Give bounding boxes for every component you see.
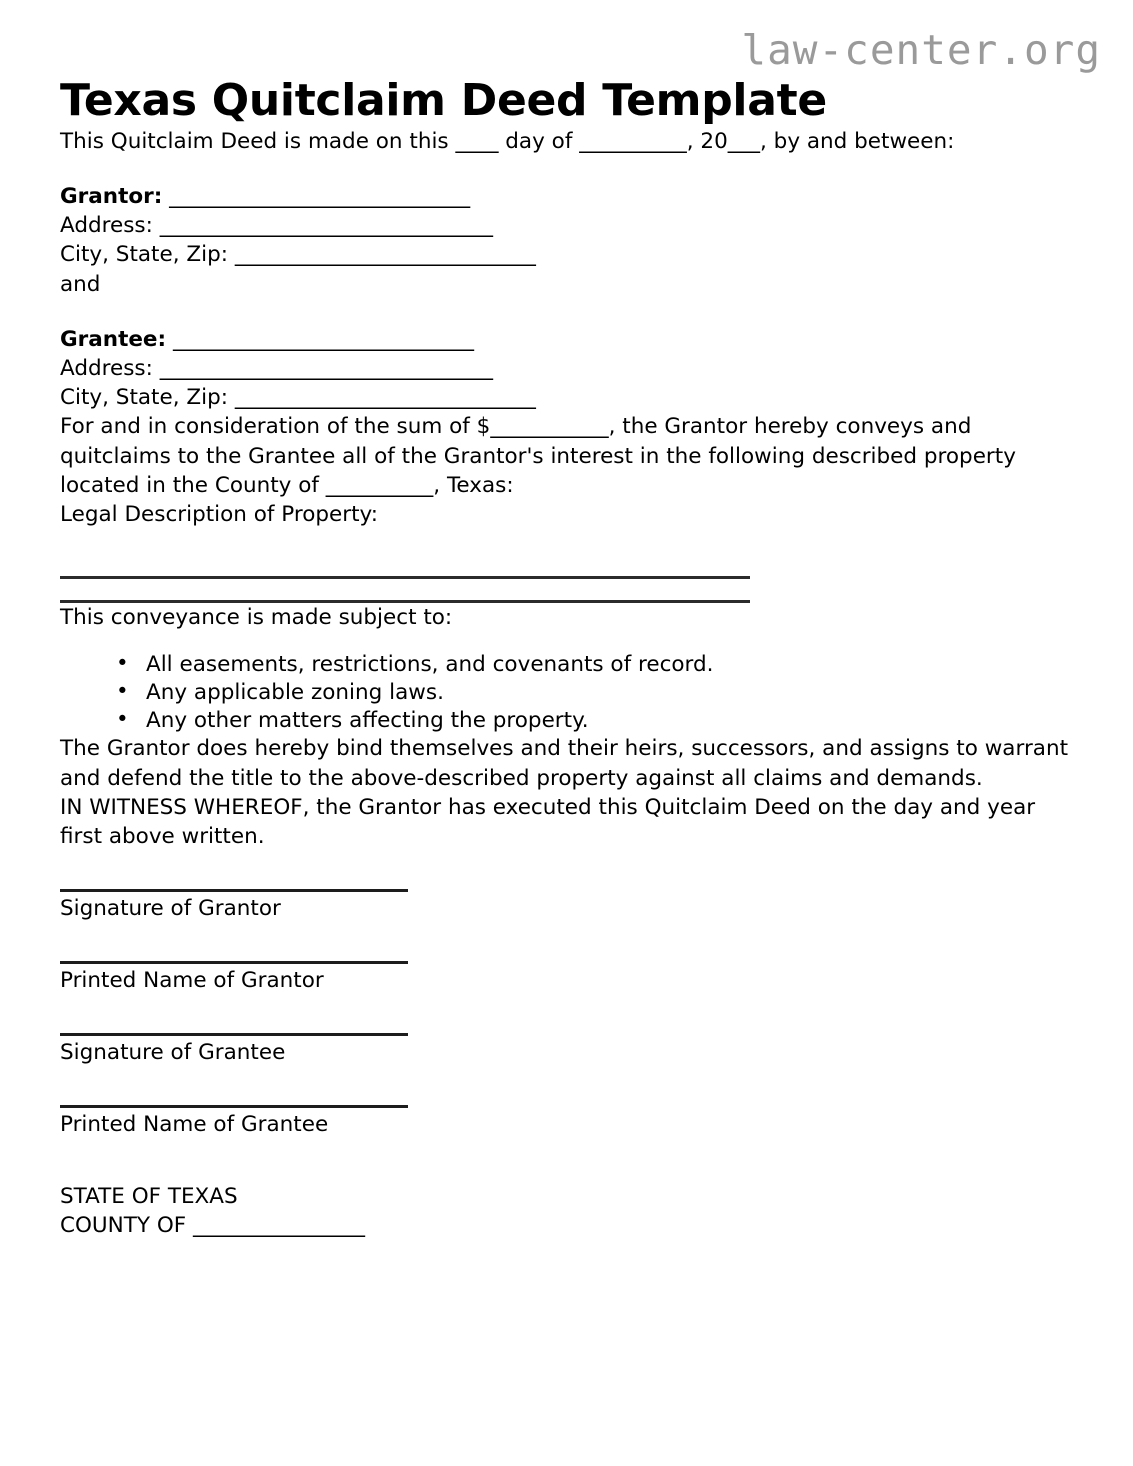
list-item: • Any other matters affecting the property. bbox=[116, 707, 1073, 735]
grantee-name-line bbox=[60, 325, 1073, 354]
conjunction-and: and bbox=[60, 271, 101, 297]
signature-rule bbox=[60, 1105, 408, 1108]
legal-description-rule-1 bbox=[60, 576, 750, 579]
state-line: STATE OF TEXAS bbox=[60, 1184, 238, 1210]
grantee-name-blank: ____________________________ bbox=[166, 326, 474, 352]
grantee-city-state-zip-line: City, State, Zip: ____________________________ bbox=[60, 385, 536, 411]
list-item: • All easements, restrictions, and covenants of record. bbox=[116, 651, 1073, 679]
grantee-label: Grantee: bbox=[60, 326, 167, 352]
signature-label: Printed Name of Grantee bbox=[60, 1112, 329, 1138]
signature-label: Printed Name of Grantor bbox=[60, 968, 324, 994]
signature-label: Signature of Grantee bbox=[60, 1040, 286, 1066]
witness-paragraph: IN WITNESS WHEREOF, the Grantor has executed this Quitclaim Deed on the day and year first above written. bbox=[60, 794, 1036, 850]
grantor-label: Grantor: bbox=[60, 183, 163, 209]
grantor-address-line: Address: _______________________________ bbox=[60, 213, 493, 239]
consideration-paragraph: For and in consideration of the sum of $___________, the Grantor hereby conveys and quitclaims to the Grantee all of the Grantor's interest in the following described property located in the County of __________, Texas: bbox=[60, 414, 1016, 498]
grantor-name-line bbox=[60, 182, 1073, 211]
signature-block-grantee-printed-name bbox=[60, 1105, 1073, 1139]
subject-list bbox=[60, 651, 1073, 735]
intro-paragraph: This Quitclaim Deed is made on this ____ day of __________, 20___, by and between: bbox=[60, 128, 955, 154]
subject-intro: This conveyance is made subject to: bbox=[60, 605, 453, 631]
grantee-address-line: Address: _______________________________ bbox=[60, 356, 493, 381]
notary-jurisdiction-block bbox=[60, 1183, 1073, 1240]
grantor-name-blank: ____________________________ bbox=[162, 183, 471, 209]
grantor-block bbox=[60, 182, 1073, 270]
site-watermark: law-center.org bbox=[741, 26, 1101, 74]
signature-rule bbox=[60, 1033, 408, 1036]
warranty-paragraph: The Grantor does hereby bind themselves and their heirs, successors, and assigns to warrant and defend the title to the above-described property against all claims and demands. bbox=[60, 736, 1069, 791]
signature-block-grantor-printed-name bbox=[60, 961, 1073, 995]
signature-rule bbox=[60, 889, 408, 892]
document-content bbox=[60, 0, 1073, 1240]
signature-block-grantee-signature bbox=[60, 1033, 1073, 1067]
signature-rule bbox=[60, 961, 408, 964]
signature-block-grantor-signature bbox=[60, 889, 1073, 923]
grantor-city-state-zip-line: City, State, Zip: ____________________________ bbox=[60, 242, 536, 268]
list-item: • Any applicable zoning laws. bbox=[116, 679, 1073, 707]
page-title: Texas Quitclaim Deed Template bbox=[60, 75, 827, 126]
county-line: COUNTY OF ________________ bbox=[60, 1212, 365, 1238]
legal-description-heading: Legal Description of Property: bbox=[60, 502, 378, 528]
grantee-block bbox=[60, 325, 1073, 413]
signature-label: Signature of Grantor bbox=[60, 896, 281, 922]
